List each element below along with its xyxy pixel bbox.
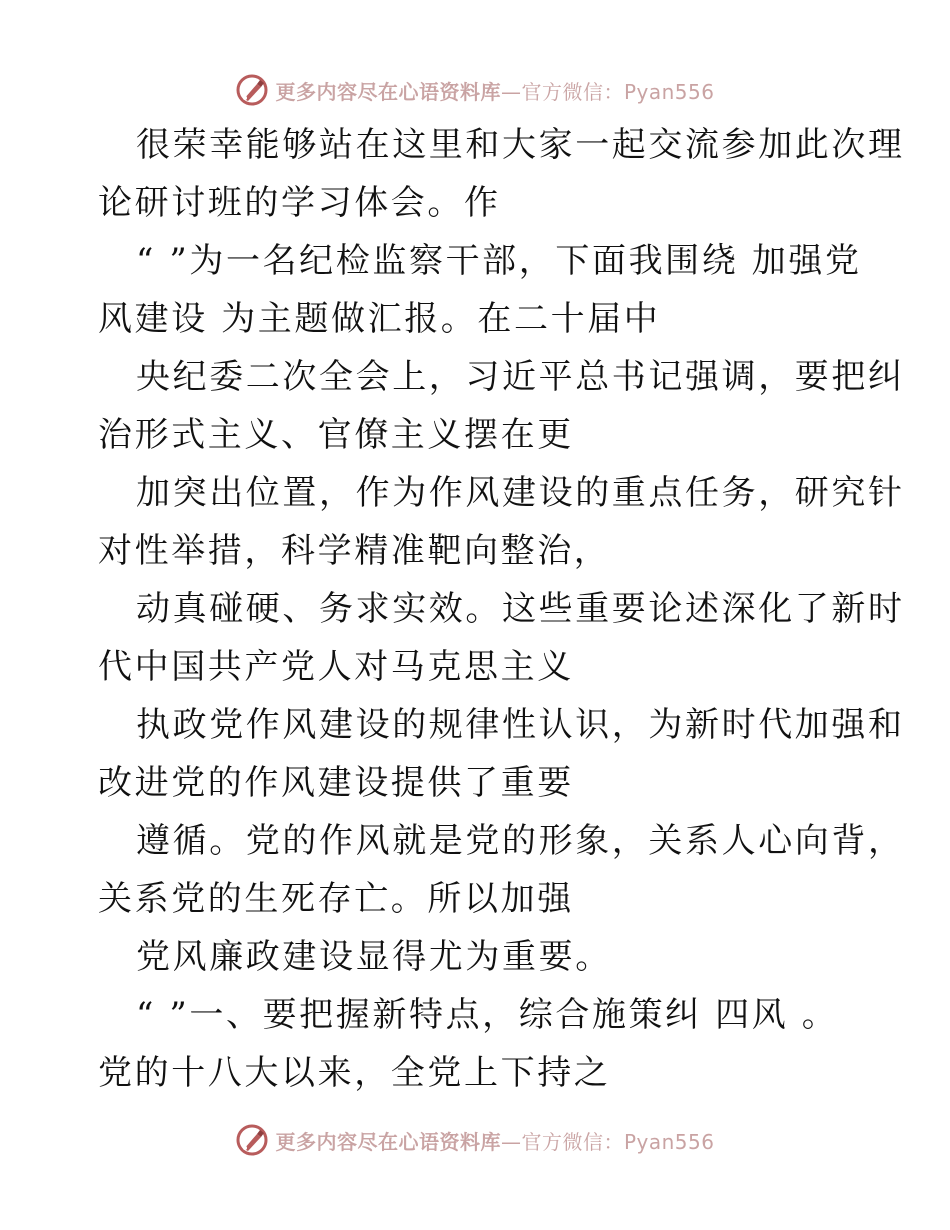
watermark-text	[275, 1126, 714, 1155]
text-line: 执政党作风建设的规律性认识，为新时代加强和	[136, 705, 905, 745]
footer-watermark	[0, 1120, 950, 1160]
watermark-account: 官方微信：Pyan556	[521, 1129, 715, 1154]
text-line: 代中国共产党人对马克思主义	[98, 647, 574, 687]
text-line: 治形式主义、官僚主义摆在更	[98, 415, 574, 455]
text-line: “ ”一、要把握新特点，综合施策纠 四风 。	[136, 995, 839, 1035]
text-line: 很荣幸能够站在这里和大家一起交流参加此次理	[136, 125, 905, 165]
watermark-separator: —	[500, 79, 522, 104]
text-line: 改进党的作风建设提供了重要	[98, 763, 574, 803]
watermark-text	[275, 76, 714, 105]
document-body	[98, 116, 905, 1102]
text-line: 论研讨班的学习体会。作	[98, 183, 501, 223]
text-line: “ ”为一名纪检监察干部，下面我围绕 加强党	[136, 241, 862, 281]
pen-logo-icon	[235, 73, 269, 107]
text-line: 动真碰硬、务求实效。这些重要论述深化了新时	[136, 589, 905, 629]
header-watermark	[0, 70, 950, 110]
text-line: 央纪委二次全会上，习近平总书记强调，要把纠	[136, 357, 905, 397]
pen-logo-icon	[235, 1123, 269, 1157]
watermark-site: 更多内容尽在心语资料库	[275, 79, 501, 104]
text-line: 加突出位置，作为作风建设的重点任务，研究针	[136, 473, 905, 513]
text-line: 党风廉政建设显得尤为重要。	[136, 937, 612, 977]
text-line: 关系党的生死存亡。所以加强	[98, 879, 574, 919]
text-line: 遵循。党的作风就是党的形象，关系人心向背，	[136, 821, 905, 861]
watermark-separator: —	[500, 1129, 522, 1154]
text-line: 对性举措，科学精准靶向整治，	[98, 531, 611, 571]
watermark-account: 官方微信：Pyan556	[521, 79, 715, 104]
watermark-site: 更多内容尽在心语资料库	[275, 1129, 501, 1154]
text-line: 风建设 为主题做汇报。在二十届中	[98, 299, 661, 339]
text-line: 党的十八大以来，全党上下持之	[98, 1053, 611, 1093]
